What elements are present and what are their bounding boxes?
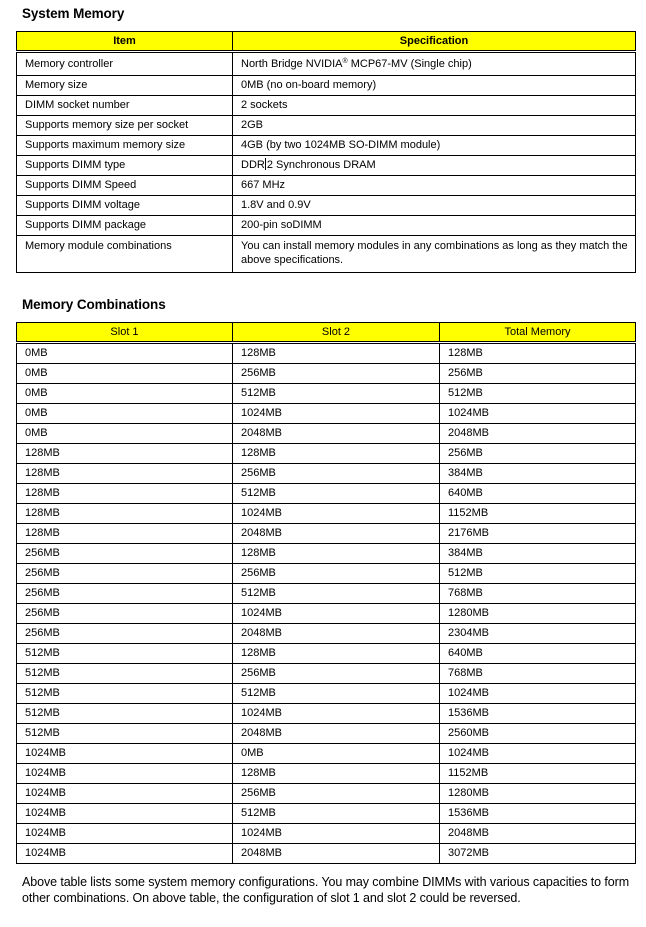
table-row bbox=[17, 684, 636, 704]
spec-cell: 200-pin soDIMM bbox=[233, 216, 636, 236]
total-memory-cell: 384MB bbox=[440, 544, 636, 564]
memory-combinations-table bbox=[16, 322, 636, 864]
column-header-item: Item bbox=[17, 32, 233, 52]
slot-1-cell: 128MB bbox=[17, 444, 233, 464]
slot-2-cell: 512MB bbox=[233, 484, 440, 504]
table-row bbox=[17, 136, 636, 156]
spec-cell: 4GB (by two 1024MB SO-DIMM module) bbox=[233, 136, 636, 156]
slot-2-cell: 128MB bbox=[233, 343, 440, 364]
table-row bbox=[17, 196, 636, 216]
slot-1-cell: 0MB bbox=[17, 343, 233, 364]
total-memory-cell: 1024MB bbox=[440, 404, 636, 424]
slot-2-cell: 256MB bbox=[233, 664, 440, 684]
slot-2-cell: 512MB bbox=[233, 584, 440, 604]
slot-1-cell: 128MB bbox=[17, 484, 233, 504]
table-row bbox=[17, 524, 636, 544]
spec-text: DDR bbox=[241, 159, 265, 171]
column-header-slot-2: Slot 2 bbox=[233, 323, 440, 343]
slot-2-cell: 256MB bbox=[233, 364, 440, 384]
slot-2-cell: 128MB bbox=[233, 544, 440, 564]
table-row bbox=[17, 764, 636, 784]
slot-1-cell: 128MB bbox=[17, 524, 233, 544]
total-memory-cell: 256MB bbox=[440, 444, 636, 464]
item-cell: Supports DIMM voltage bbox=[17, 196, 233, 216]
table-row bbox=[17, 644, 636, 664]
column-header-specification: Specification bbox=[233, 32, 636, 52]
item-cell: Supports memory size per socket bbox=[17, 116, 233, 136]
table-row bbox=[17, 444, 636, 464]
table-row bbox=[17, 424, 636, 444]
table-header-row bbox=[17, 32, 636, 52]
table-row bbox=[17, 704, 636, 724]
total-memory-cell: 256MB bbox=[440, 364, 636, 384]
slot-2-cell: 1024MB bbox=[233, 824, 440, 844]
table-row bbox=[17, 364, 636, 384]
total-memory-cell: 384MB bbox=[440, 464, 636, 484]
table-row bbox=[17, 216, 636, 236]
slot-2-cell: 128MB bbox=[233, 444, 440, 464]
slot-2-cell: 128MB bbox=[233, 644, 440, 664]
slot-1-cell: 256MB bbox=[17, 544, 233, 564]
total-memory-cell: 2176MB bbox=[440, 524, 636, 544]
item-cell: Supports maximum memory size bbox=[17, 136, 233, 156]
spec-text: North Bridge NVIDIA bbox=[241, 58, 343, 70]
slot-2-cell: 0MB bbox=[233, 744, 440, 764]
total-memory-cell: 1024MB bbox=[440, 744, 636, 764]
item-cell: Memory controller bbox=[17, 52, 233, 76]
spec-cell: You can install memory modules in any combinations as long as they match the above specifications. bbox=[233, 236, 636, 273]
slot-1-cell: 128MB bbox=[17, 464, 233, 484]
table-row bbox=[17, 624, 636, 644]
total-memory-cell: 640MB bbox=[440, 484, 636, 504]
table-row bbox=[17, 604, 636, 624]
slot-1-cell: 256MB bbox=[17, 604, 233, 624]
slot-2-cell: 2048MB bbox=[233, 624, 440, 644]
slot-1-cell: 512MB bbox=[17, 664, 233, 684]
table-row bbox=[17, 504, 636, 524]
slot-1-cell: 0MB bbox=[17, 384, 233, 404]
total-memory-cell: 1280MB bbox=[440, 604, 636, 624]
slot-2-cell: 256MB bbox=[233, 564, 440, 584]
total-memory-cell: 2048MB bbox=[440, 424, 636, 444]
slot-1-cell: 1024MB bbox=[17, 784, 233, 804]
total-memory-cell: 1536MB bbox=[440, 704, 636, 724]
spec-text: MCP67-MV (Single chip) bbox=[347, 58, 472, 70]
table-row bbox=[17, 116, 636, 136]
column-header-slot-1: Slot 1 bbox=[17, 323, 233, 343]
slot-1-cell: 512MB bbox=[17, 704, 233, 724]
slot-2-cell: 256MB bbox=[233, 464, 440, 484]
total-memory-cell: 128MB bbox=[440, 343, 636, 364]
spec-cell: 1.8V and 0.9V bbox=[233, 196, 636, 216]
item-cell: Supports DIMM package bbox=[17, 216, 233, 236]
slot-2-cell: 1024MB bbox=[233, 604, 440, 624]
slot-2-cell: 2048MB bbox=[233, 424, 440, 444]
table-row bbox=[17, 343, 636, 364]
slot-1-cell: 1024MB bbox=[17, 764, 233, 784]
system-memory-table bbox=[16, 31, 636, 273]
total-memory-cell: 1024MB bbox=[440, 684, 636, 704]
table-row bbox=[17, 404, 636, 424]
footnote-paragraph: Above table lists some system memory configurations. You may combine DIMMs with various capacities to form other combinations. On above table, the configuration of slot 1 and slot 2 could be reversed. bbox=[22, 875, 630, 905]
table-row bbox=[17, 564, 636, 584]
spec-cell bbox=[233, 52, 636, 76]
slot-1-cell: 512MB bbox=[17, 644, 233, 664]
spec-cell: 2GB bbox=[233, 116, 636, 136]
table-row bbox=[17, 804, 636, 824]
total-memory-cell: 1152MB bbox=[440, 764, 636, 784]
item-cell: DIMM socket number bbox=[17, 96, 233, 116]
spec-cell: 0MB (no on-board memory) bbox=[233, 76, 636, 96]
table-row bbox=[17, 96, 636, 116]
table-row bbox=[17, 76, 636, 96]
slot-1-cell: 1024MB bbox=[17, 804, 233, 824]
spec-cell: 2 sockets bbox=[233, 96, 636, 116]
item-cell: Memory module combinations bbox=[17, 236, 233, 273]
slot-2-cell: 2048MB bbox=[233, 724, 440, 744]
table-row bbox=[17, 664, 636, 684]
table-row bbox=[17, 384, 636, 404]
total-memory-cell: 1536MB bbox=[440, 804, 636, 824]
table-row bbox=[17, 844, 636, 864]
slot-1-cell: 512MB bbox=[17, 684, 233, 704]
total-memory-cell: 512MB bbox=[440, 564, 636, 584]
text-caret bbox=[265, 158, 266, 170]
table-row bbox=[17, 784, 636, 804]
total-memory-cell: 3072MB bbox=[440, 844, 636, 864]
slot-1-cell: 0MB bbox=[17, 404, 233, 424]
table-row bbox=[17, 236, 636, 273]
spec-text: 2 Synchronous DRAM bbox=[266, 159, 376, 171]
slot-2-cell: 512MB bbox=[233, 384, 440, 404]
total-memory-cell: 2048MB bbox=[440, 824, 636, 844]
item-cell: Memory size bbox=[17, 76, 233, 96]
table-row bbox=[17, 156, 636, 176]
slot-1-cell: 128MB bbox=[17, 504, 233, 524]
total-memory-cell: 640MB bbox=[440, 644, 636, 664]
slot-2-cell: 128MB bbox=[233, 764, 440, 784]
table-row bbox=[17, 52, 636, 76]
column-header-total-memory: Total Memory bbox=[440, 323, 636, 343]
slot-2-cell: 256MB bbox=[233, 784, 440, 804]
slot-1-cell: 1024MB bbox=[17, 844, 233, 864]
table-row bbox=[17, 584, 636, 604]
table-row bbox=[17, 744, 636, 764]
slot-1-cell: 0MB bbox=[17, 424, 233, 444]
table-header-row bbox=[17, 323, 636, 343]
total-memory-cell: 1152MB bbox=[440, 504, 636, 524]
slot-2-cell: 2048MB bbox=[233, 524, 440, 544]
slot-1-cell: 256MB bbox=[17, 584, 233, 604]
total-memory-cell: 512MB bbox=[440, 384, 636, 404]
total-memory-cell: 768MB bbox=[440, 584, 636, 604]
table-row bbox=[17, 544, 636, 564]
item-cell: Supports DIMM Speed bbox=[17, 176, 233, 196]
slot-2-cell: 1024MB bbox=[233, 504, 440, 524]
total-memory-cell: 2560MB bbox=[440, 724, 636, 744]
total-memory-cell: 2304MB bbox=[440, 624, 636, 644]
spec-cell: 667 MHz bbox=[233, 176, 636, 196]
system-memory-heading: System Memory bbox=[22, 6, 125, 21]
item-cell: Supports DIMM type bbox=[17, 156, 233, 176]
slot-1-cell: 0MB bbox=[17, 364, 233, 384]
slot-1-cell: 256MB bbox=[17, 624, 233, 644]
total-memory-cell: 768MB bbox=[440, 664, 636, 684]
slot-2-cell: 512MB bbox=[233, 684, 440, 704]
total-memory-cell: 1280MB bbox=[440, 784, 636, 804]
slot-2-cell: 512MB bbox=[233, 804, 440, 824]
slot-1-cell: 1024MB bbox=[17, 744, 233, 764]
slot-2-cell: 2048MB bbox=[233, 844, 440, 864]
slot-2-cell: 1024MB bbox=[233, 404, 440, 424]
memory-combinations-heading: Memory Combinations bbox=[22, 297, 166, 312]
slot-1-cell: 512MB bbox=[17, 724, 233, 744]
table-row bbox=[17, 724, 636, 744]
table-row bbox=[17, 484, 636, 504]
registered-mark: ® bbox=[342, 58, 348, 65]
combinations-body bbox=[17, 343, 636, 864]
slot-1-cell: 1024MB bbox=[17, 824, 233, 844]
spec-cell bbox=[233, 156, 636, 176]
table-row bbox=[17, 824, 636, 844]
slot-2-cell: 1024MB bbox=[233, 704, 440, 724]
slot-1-cell: 256MB bbox=[17, 564, 233, 584]
table-row bbox=[17, 464, 636, 484]
table-row bbox=[17, 176, 636, 196]
